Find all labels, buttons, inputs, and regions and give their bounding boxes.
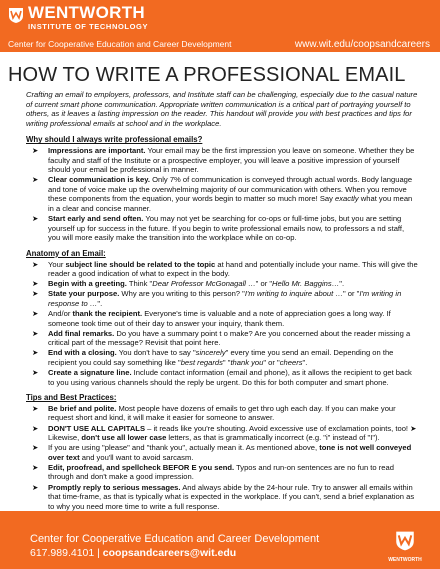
arrow-bullet-icon: ➤ xyxy=(32,482,39,492)
list-item: ➤ Add final remarks. Do you have a summary point t o make? Are you concerned about the reader missing a critical part of the message? Revisit that point here. xyxy=(32,328,411,348)
center-name: Center for Cooperative Education and Career Development xyxy=(8,39,232,49)
list-item: ➤ Be brief and polite. Most people have dozens of emails to get thro ugh each day. If you can make your request short and kind, it will make it easier for someone to answer. xyxy=(32,403,396,423)
arrow-bullet-icon: ➤ xyxy=(32,289,39,299)
section-heading-tips: Tips and Best Practices: xyxy=(26,393,117,403)
list-item: ➤ If you are using "please" and "thank you", actually mean it. As mentioned above, tone is not well conveyed over text and you'll want to avoid sarcasm. xyxy=(32,443,412,462)
header-bar xyxy=(0,0,440,52)
list-item: ➤ Edit, proofread, and spellcheck BEFOR E you send. Typos and run-on sentences are no fun to read through and don't make a good impression. xyxy=(32,462,394,482)
arrow-bullet-icon: ➤ xyxy=(32,214,39,224)
arrow-bullet-icon: ➤ xyxy=(32,259,39,269)
arrow-bullet-icon: ➤ xyxy=(32,328,39,338)
arrow-bullet-icon: ➤ xyxy=(32,348,39,358)
arrow-bullet-icon: ➤ xyxy=(32,423,39,433)
list-item: ➤ Promptly reply to serious messages. And always abide by the 24-hour rule. Try to answer all emails within that time-frame, as that is typically what is expected in the workplace. If you can't, send a brief explanation as to why you need more time to write a full response. xyxy=(32,482,415,511)
arrow-bullet-icon: ➤ xyxy=(32,175,39,185)
list-item: ➤ Start early and send often. You may not yet be searching for co-ops or full-time jobs, but you are setting yourself up for success in the future. If you begin to write professional emails now, to professors a nd staff, you will more easily make the transition into the workplace while on co-op. xyxy=(32,214,405,243)
list-item: ➤ End with a closing. You don't have to say "sincerely" every time you send an email. Depending on the recipient you could say something like "best regards" "thank you" or "cheers". xyxy=(32,348,394,367)
brand-subtitle: INSTITUTE OF TECHNOLOGY xyxy=(28,22,149,31)
list-item: ➤ State your purpose. Why are you writing to this person? "I'm writing to inquire about …" or "I'm writing in response to …". xyxy=(32,289,402,308)
arrow-bullet-icon: ➤ xyxy=(32,443,39,453)
list-item: ➤ Clear communication is key. Only 7% of communication is conveyed through actual words. Body language and tone of voice make up the overwhelming majority of our communication with others. When you remove these components from the equation, your words begin to matter so much more! Say exactly what you mean in a clear and concise manner. xyxy=(32,175,413,214)
arrow-bullet-icon: ➤ xyxy=(32,368,39,378)
arrow-bullet-icon: ➤ xyxy=(410,423,417,433)
anatomy-list xyxy=(26,260,418,388)
list-item: ➤ Impressions are important. Your email may be the first impression you leave on someone. Whether they be faculty and staff of the Institute or a prospective employer, you will leave a positive impression of yourself should your email be professional in manner. xyxy=(32,145,415,175)
footer-logo-text: WENTWORTH xyxy=(388,557,422,563)
document-body xyxy=(26,90,418,517)
list-item: ➤ Create a signature line. Include contact information (email and phone), as it allows the recipient to get back to you using various channels should the reply be urgent. Do this for both computer and smart phone. xyxy=(32,368,412,387)
footer-email-link[interactable]: coopsandcareers@wit.edu xyxy=(102,547,237,559)
why-list xyxy=(26,146,418,243)
list-item: ➤ Your subject line should be related to the topic at hand and potentially include your name. This will give the reader a good indication of what to expect in the body. xyxy=(32,259,418,279)
arrow-bullet-icon: ➤ xyxy=(32,279,39,289)
footer-center-name: Center for Cooperative Education and Career Development xyxy=(30,533,320,545)
footer-phone: 617.989.4101 | xyxy=(30,547,103,559)
arrow-bullet-icon: ➤ xyxy=(32,145,39,155)
footer-contact xyxy=(30,547,236,559)
footer-logo xyxy=(385,530,425,564)
page-title: HOW TO WRITE A PROFESSIONAL EMAIL xyxy=(8,64,406,86)
intro-paragraph: Crafting an email to employers, professors, and Institute staff can be challenging, especially due to the casual nature of current smart phone communication. Appropriate written communication is a critical part of portraying yourself to others, as it leaves a lasting impression on the reader. This handout will provide you with best practices and tips for writing professional emails at school and in the workplace. xyxy=(26,90,418,128)
section-heading-why: Why should I always write professional emails? xyxy=(26,135,203,145)
arrow-bullet-icon: ➤ xyxy=(32,308,39,318)
site-url-link[interactable]: www.wit.edu/coopsandcareers xyxy=(294,39,430,50)
list-item: ➤ DON'T USE ALL CAPITALS – it reads like you're shouting. Avoid excessive use of exclamation points, too! ➤ Likewise, don't use all lower case letters, as that is grammatically incorrect (e.g. "i" instead of "I"). xyxy=(32,423,417,443)
footer-bar xyxy=(0,511,440,569)
list-item: ➤ And/or thank the recipient. Everyone's time is valuable and a note of appreciation goes a long way. If someone took time out of their day to answer your inquiry, thank them. xyxy=(32,308,391,328)
wentworth-crest-icon xyxy=(8,7,24,24)
list-item: ➤ Begin with a greeting. Think "Dear Professor McGonagall …" or "Hello Mr. Baggins…". xyxy=(32,279,345,289)
tips-list xyxy=(26,404,418,512)
wentworth-crest-icon xyxy=(395,530,415,552)
brand-name: WENTWORTH xyxy=(28,3,145,22)
section-heading-anatomy: Anatomy of an Email: xyxy=(26,248,106,258)
arrow-bullet-icon: ➤ xyxy=(32,403,39,413)
arrow-bullet-icon: ➤ xyxy=(32,462,39,472)
